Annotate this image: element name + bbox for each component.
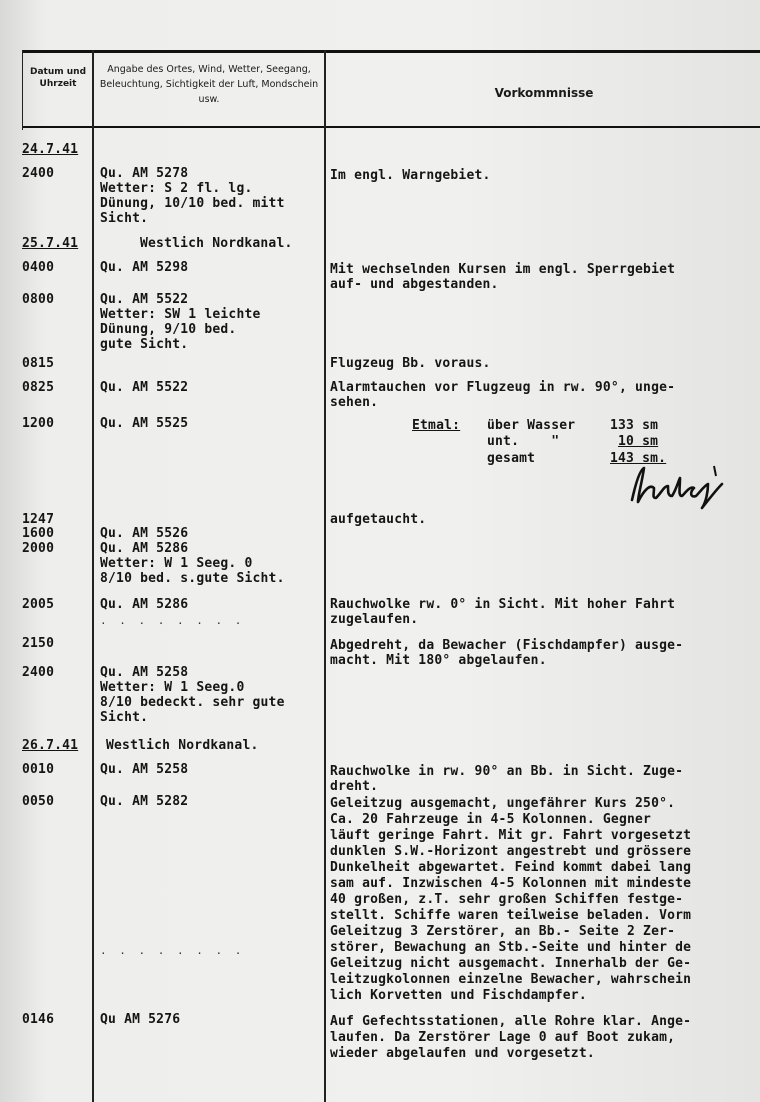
weather-entry: Wetter: SW 1 leichte: [100, 307, 261, 322]
event-entry: Geleitzug ausgemacht, ungefährer Kurs 250°.: [330, 796, 676, 811]
time-entry: 0815: [22, 356, 55, 371]
left-border: [22, 50, 23, 130]
location-entry: Qu. AM 5526: [100, 526, 189, 541]
time-entry: 0050: [22, 794, 55, 809]
weather-entry: Sicht.: [100, 211, 149, 226]
header-occurrences: Vorkommnisse: [494, 86, 594, 100]
weather-entry: Sicht.: [100, 710, 149, 725]
location-entry: Qu. AM 5258: [100, 665, 189, 680]
event-entry: wieder abgelaufen und vorgesetzt.: [330, 1046, 595, 1061]
weather-entry: 8/10 bed. s.gute Sicht.: [100, 571, 285, 586]
date-location: Westlich Nordkanal.: [140, 236, 293, 251]
event-entry: sehen.: [330, 395, 379, 410]
etmal-row-label: gesamt: [487, 451, 536, 466]
location-entry: Qu. AM 5298: [100, 260, 189, 275]
event-entry: störer, Bewachung an Stb.-Seite und hinter de: [330, 940, 692, 955]
dotted-separator: . . . . . . . .: [100, 944, 245, 957]
location-entry: Qu. AM 5282: [100, 794, 189, 809]
event-entry: Rauchwolke in rw. 90° an Bb. in Sicht. Zuge-: [330, 764, 684, 779]
event-entry: Auf Gefechtsstationen, alle Rohre klar. Ange-: [330, 1014, 692, 1029]
etmal-row-label: über Wasser: [487, 418, 576, 433]
header-bottom-rule: [22, 126, 760, 128]
event-entry: Abgedreht, da Bewacher (Fischdampfer) ausge-: [330, 638, 684, 653]
event-entry: lich Korvetten und Fischdampfer.: [330, 988, 587, 1003]
location-entry: Qu. AM 5525: [100, 416, 189, 431]
weather-entry: Wetter: W 1 Seeg.0: [100, 680, 245, 695]
location-entry: Qu AM 5276: [100, 1012, 181, 1027]
location-entry: Qu. AM 5286: [100, 541, 189, 556]
event-entry: Rauchwolke rw. 0° in Sicht. Mit hoher Fahrt: [330, 597, 676, 612]
etmal-label: Etmal:: [412, 418, 461, 433]
event-entry: Geleitzug nicht ausgemacht. Innerhalb der Ge-: [330, 956, 692, 971]
time-entry: 2000: [22, 541, 55, 556]
time-entry: 0400: [22, 260, 55, 275]
weather-entry: Wetter: S 2 fl. lg.: [100, 181, 253, 196]
date-entry: 25.7.41: [22, 236, 79, 251]
event-entry: dunklen S.W.-Horizont angestrebt und grössere: [330, 844, 692, 859]
date-entry: 24.7.41: [22, 142, 79, 157]
weather-entry: 8/10 bedeckt. sehr gute: [100, 695, 285, 710]
event-entry: dreht.: [330, 779, 379, 794]
location-entry: Qu. AM 5522: [100, 380, 189, 395]
dotted-separator: . . . . . . . .: [100, 614, 245, 627]
time-entry: 0800: [22, 292, 55, 307]
time-entry: 0010: [22, 762, 55, 777]
event-entry: Ca. 20 Fahrzeuge in 4-5 Kolonnen. Gegner: [330, 812, 652, 827]
date-location: Westlich Nordkanal.: [106, 738, 259, 753]
time-entry: 1200: [22, 416, 55, 431]
date-entry: 26.7.41: [22, 738, 79, 753]
etmal-row-value: 133 sm: [610, 418, 659, 433]
time-entry: 2400: [22, 166, 55, 181]
time-entry: 0825: [22, 380, 55, 395]
event-entry: leitzugkolonnen einzelne Bewacher, wahrschein: [330, 972, 692, 987]
header-location-weather: Angabe des Ortes, Wind, Wetter, Seegang, Beleuchtung, Sichtigkeit der Luft, Mondschein usw.: [99, 64, 319, 105]
column-divider-1: [92, 50, 94, 1102]
time-entry: 0146: [22, 1012, 55, 1027]
header-date-time: Datum und Uhrzeit: [29, 67, 87, 89]
weather-entry: gute Sicht.: [100, 337, 189, 352]
event-entry: laufen. Da Zerstörer Lage 0 auf Boot zukam,: [330, 1030, 676, 1045]
event-entry: Geleitzug 3 Zerstörer, an Bb.- Seite 2 Zer-: [330, 924, 676, 939]
weather-entry: Dünung, 9/10 bed.: [100, 322, 237, 337]
event-entry: 40 großen, z.T. sehr großen Schiffen festge-: [330, 892, 684, 907]
time-entry: 1600: [22, 526, 55, 541]
event-entry: Mit wechselnden Kursen im engl. Sperrgebiet: [330, 262, 676, 277]
etmal-row-value: 143 sm.: [610, 451, 667, 466]
handwritten-signature-icon: [624, 462, 730, 512]
event-entry: aufgetaucht.: [330, 512, 427, 527]
etmal-row-label: unt. ": [487, 434, 560, 449]
event-entry: auf- und abgestanden.: [330, 277, 499, 292]
time-entry: 1247: [22, 512, 55, 527]
event-entry: macht. Mit 180° abgelaufen.: [330, 653, 547, 668]
etmal-row-value: 10 sm: [618, 434, 659, 449]
time-entry: 2005: [22, 597, 55, 612]
event-entry: läuft geringe Fahrt. Mit gr. Fahrt vorgesetzt: [330, 828, 692, 843]
location-entry: Qu. AM 5286: [100, 597, 189, 612]
location-entry: Qu. AM 5522: [100, 292, 189, 307]
event-entry: Im engl. Warngebiet.: [330, 168, 491, 183]
time-entry: 2150: [22, 636, 55, 651]
location-entry: Qu. AM 5258: [100, 762, 189, 777]
location-entry: Qu. AM 5278: [100, 166, 189, 181]
event-entry: stellt. Schiffe waren teilweise beladen. Vorm: [330, 908, 692, 923]
event-entry: Alarmtauchen vor Flugzeug in rw. 90°, unge-: [330, 380, 676, 395]
time-entry: 2400: [22, 665, 55, 680]
event-entry: zugelaufen.: [330, 612, 419, 627]
weather-entry: Wetter: W 1 Seeg. 0: [100, 556, 253, 571]
event-entry: sam auf. Inzwischen 4-5 Kolonnen mit mindeste: [330, 876, 692, 891]
event-entry: Dunkelheit abgewartet. Feind kommt dabei lang: [330, 860, 692, 875]
column-divider-2: [324, 50, 326, 1102]
event-entry: Flugzeug Bb. voraus.: [330, 356, 491, 371]
weather-entry: Dünung, 10/10 bed. mitt: [100, 196, 285, 211]
top-rule: [22, 50, 760, 53]
